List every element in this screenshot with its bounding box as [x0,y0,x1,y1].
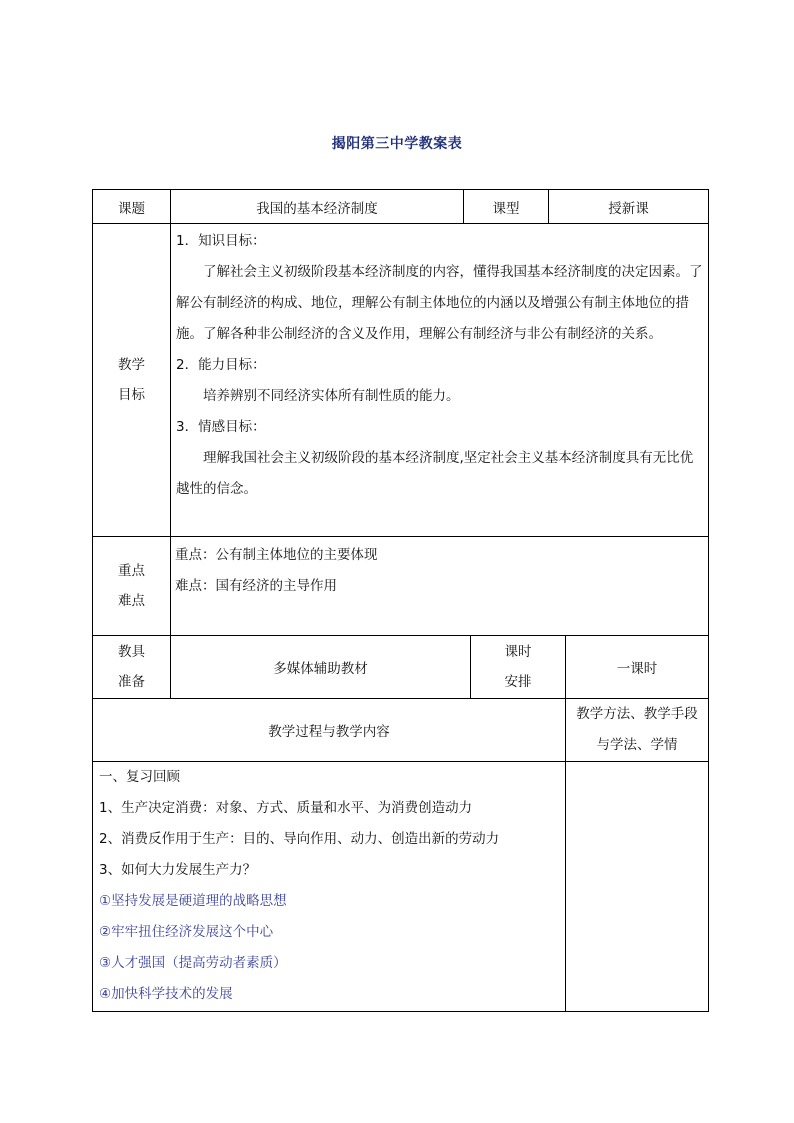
ability-objective-heading: 2．能力目标： [176,357,266,373]
keypoints-label-line1: 重点 [118,563,145,579]
keypoints-label-cell [92,536,171,636]
difficulty-text: 难点：国有经济的主导作用 [175,578,337,594]
emotion-objective-text: 理解我国社会主义初级阶段的基本经济制度,坚定社会主义基本经济制度具有无比优越性的信念。 [176,450,694,497]
tools-label-line1: 教具 [118,644,145,660]
tools-label-line2: 准备 [118,674,145,690]
review-item-3: 3、如何大力发展生产力？ [99,862,257,878]
process-header-cell [92,698,566,762]
keypoints-content-cell [170,536,709,636]
lesson-type-value-cell [548,189,709,224]
knowledge-objective-text: 了解社会主义初级阶段基本经济制度的内容，懂得我国基本经济制度的决定因素。了解公有制经济的构成、地位，理解公有制主体地位的内涵以及增强公有制主体地位的措施。了解各种非公制经济的含义及作用，理解公有制经济与非公有制经济的关系。 [176,264,703,342]
methods-header-cell [565,698,709,762]
answer-item-3: ③人才强国（提高劳动者素质） [99,955,287,971]
knowledge-objective-heading: 1．知识目标： [176,233,266,249]
review-heading: 一、复习回顾 [99,769,180,785]
document-title: 揭阳第三中学教案表 [331,136,463,152]
review-item-1: 1、生产决定消费：对象、方式、质量和水平、为消费创造动力 [99,800,473,816]
hours-label-line2: 安排 [504,674,532,690]
hours-value-cell [565,635,709,699]
topic-label-cell [92,189,171,224]
hours-label-cell [470,635,566,699]
hours-value: 一课时 [616,661,658,677]
methods-header-line1: 教学方法、教学手段 [576,706,698,722]
objectives-label-line1: 教学 [118,357,145,373]
key-point-text: 重点：公有制主体地位的主要体现 [175,547,378,563]
answer-item-1: ①坚持发展是硬道理的战略思想 [99,893,287,909]
lesson-type-value: 授新课 [608,200,649,217]
review-item-2: 2、消费反作用于生产：目的、导向作用、动力、创造出新的劳动力 [99,831,500,847]
lesson-type-label: 课型 [492,200,520,217]
objectives-content-cell [170,223,709,537]
methods-content-cell [565,761,709,1012]
process-header: 教学过程与教学内容 [268,724,390,740]
answer-item-4: ④加快科学技术的发展 [99,986,233,1002]
answer-item-2: ②牢牢扭住经济发展这个中心 [99,924,274,940]
process-content-cell [92,761,566,1012]
objectives-label-cell [92,223,171,537]
topic-value-cell [170,189,464,224]
ability-objective-text: 培养辨别不同经济实体所有制性质的能力。 [203,388,460,404]
tools-label-cell [92,635,171,699]
emotion-objective-heading: 3．情感目标： [176,419,266,435]
tools-value: 多媒体辅助教材 [273,661,368,677]
topic-value: 我国的基本经济制度 [256,200,378,217]
methods-header-line2: 与学法、学情 [596,737,678,753]
hours-label-line1: 课时 [504,644,532,660]
tools-value-cell [170,635,471,699]
objectives-label-line2: 目标 [118,387,145,403]
topic-label: 课题 [118,200,145,217]
lesson-type-label-cell [463,189,549,224]
keypoints-label-line2: 难点 [118,593,145,609]
